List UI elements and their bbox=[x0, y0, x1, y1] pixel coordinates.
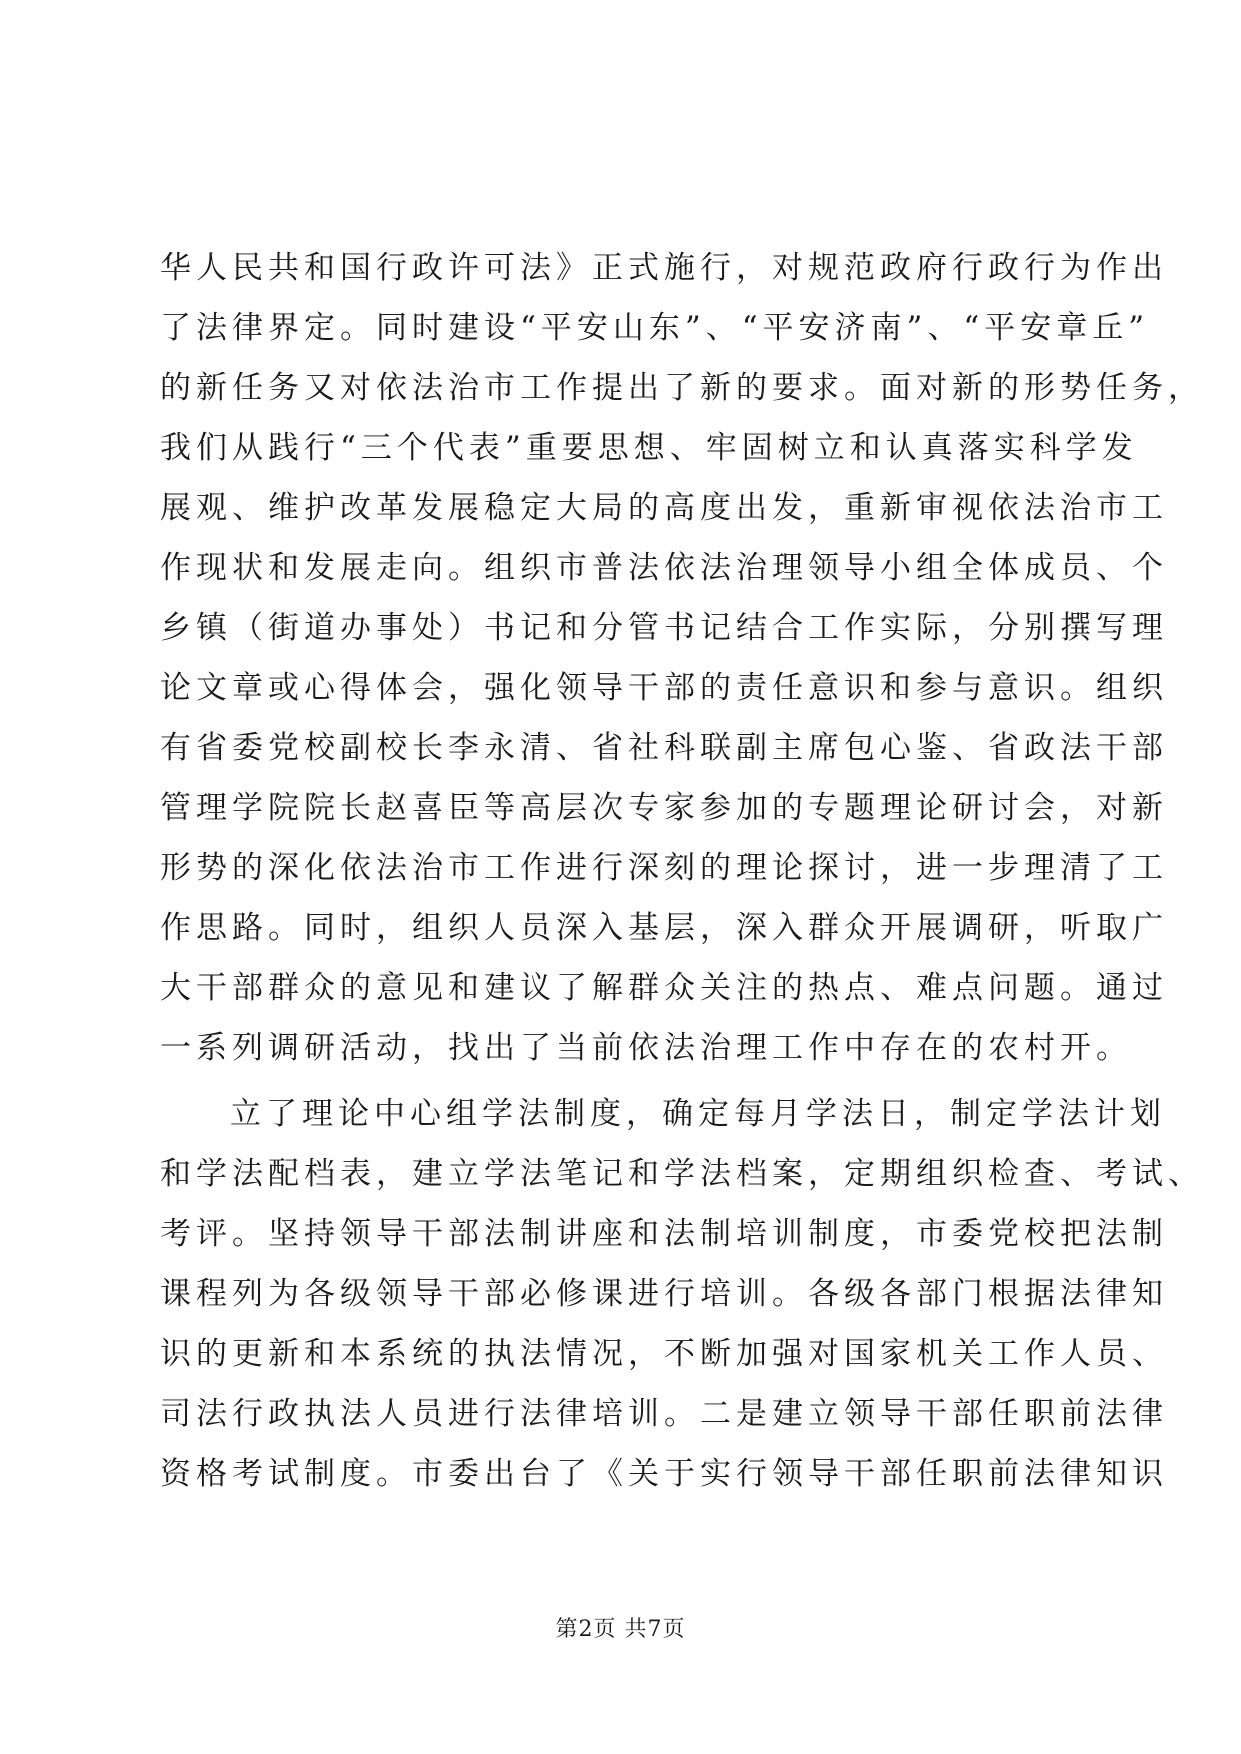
page-footer bbox=[0, 1612, 1241, 1643]
text-line: 课程列为各级领导干部必修课进行培训。各级各部门根据法律知 bbox=[160, 1276, 1168, 1312]
text-line: 有省委党校副校长李永清、省社科联副主席包心鉴、省政法干部 bbox=[160, 730, 1168, 766]
text-line: 资格考试制度。市委出台了《关于实行领导干部任职前法律知识 bbox=[160, 1456, 1168, 1492]
text-line: 的新任务又对依法治市工作提出了新的要求。面对新的形势任务， bbox=[160, 370, 1204, 406]
text-line: 作现状和发展走向。组织市普法依法治理领导小组全体成员、个 bbox=[160, 550, 1168, 586]
text-line: 华人民共和国行政许可法》正式施行，对规范政府行政行为作出 bbox=[160, 250, 1168, 286]
text-line: 识的更新和本系统的执法情况，不断加强对国家机关工作人员、 bbox=[160, 1336, 1168, 1372]
text-line: 作思路。同时，组织人员深入基层，深入群众开展调研，听取广 bbox=[160, 910, 1168, 946]
text-line: 考评。坚持领导干部法制讲座和法制培训制度，市委党校把法制 bbox=[160, 1216, 1168, 1252]
body-text bbox=[160, 238, 1204, 1504]
text-line: 立了理论中心组学法制度，确定每月学法日，制定学法计划 bbox=[230, 1096, 1166, 1132]
text-line: 乡镇（街道办事处）书记和分管书记结合工作实际，分别撰写理 bbox=[160, 610, 1168, 646]
paragraph-2 bbox=[160, 1084, 1204, 1504]
text-line: 论文章或心得体会，强化领导干部的责任意识和参与意识。组织 bbox=[160, 670, 1168, 706]
page-number: 第2页 共7页 bbox=[555, 1617, 686, 1642]
text-line: 展观、维护改革发展稳定大局的高度出发，重新审视依法治市工 bbox=[160, 490, 1168, 526]
text-line: 司法行政执法人员进行法律培训。二是建立领导干部任职前法律 bbox=[160, 1396, 1168, 1432]
text-line: 管理学院院长赵喜臣等高层次专家参加的专题理论研讨会，对新 bbox=[160, 790, 1168, 826]
text-line: 形势的深化依法治市工作进行深刻的理论探讨，进一步理清了工 bbox=[160, 850, 1168, 886]
text-line: 大干部群众的意见和建议了解群众关注的热点、难点问题。通过 bbox=[160, 970, 1168, 1006]
paragraph-1 bbox=[160, 238, 1204, 1078]
text-line: 一系列调研活动，找出了当前依法治理工作中存在的农村开。 bbox=[160, 1030, 1132, 1066]
text-line: 了法律界定。同时建设“平安山东”、“平安济南”、“平安章丘” bbox=[160, 310, 1150, 346]
text-line: 和学法配档表，建立学法笔记和学法档案，定期组织检查、考试、 bbox=[160, 1156, 1204, 1192]
text-line: 我们从践行“三个代表”重要思想、牢固树立和认真落实科学发 bbox=[160, 430, 1138, 466]
